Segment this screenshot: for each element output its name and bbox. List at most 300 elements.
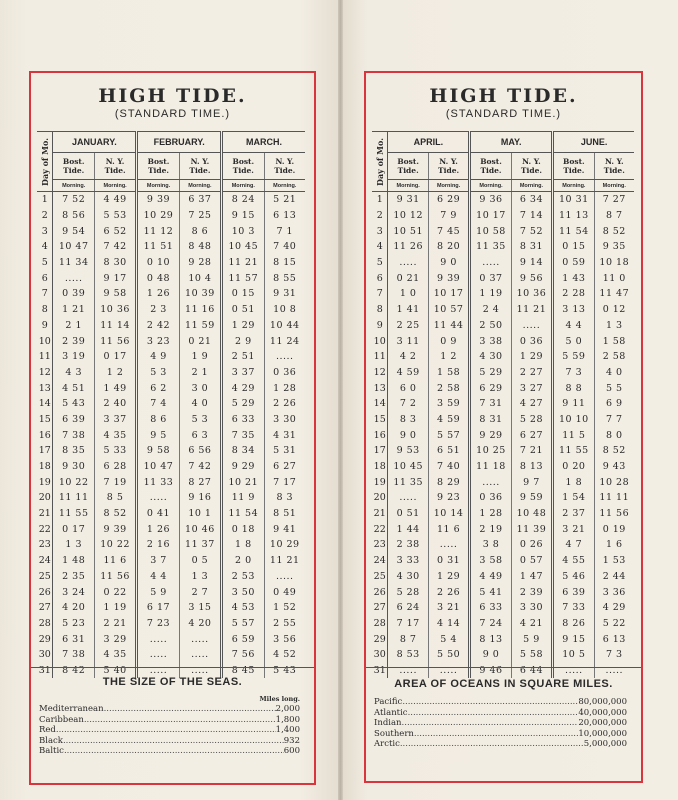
list-item	[39, 704, 300, 715]
bost-tide-cell: 9 53	[388, 443, 428, 459]
table-row	[372, 506, 634, 522]
bost-tide-cell: .....	[388, 255, 428, 271]
bost-tide-cell: 8 31	[470, 412, 511, 428]
bost-tide-cell: 0 48	[137, 270, 179, 286]
table-row	[37, 380, 305, 396]
table-row	[37, 553, 305, 569]
bost-tide-cell: 3 23	[137, 333, 179, 349]
bost-tide-cell: 2 37	[553, 506, 594, 522]
ny-tide-cell: 4 59	[428, 412, 469, 428]
ny-tide-cell: 8 7	[605, 210, 623, 222]
morning-label: Morning.	[264, 180, 305, 192]
bost-tide-header: Bost. Tide.	[137, 153, 179, 180]
ny-tide-cell: 9 35	[602, 241, 626, 253]
ny-tide-cell: 9 0	[428, 255, 469, 271]
bost-tide-cell: 0 51	[388, 506, 428, 522]
day-number: 26	[37, 584, 53, 600]
day-number: 2	[372, 208, 388, 224]
ny-tide-cell: 0 36	[511, 333, 552, 349]
bost-tide-cell: 8 56	[53, 208, 94, 224]
bost-tide-cell: 8 24	[222, 192, 264, 208]
bost-tide-cell: 4 4	[553, 318, 594, 334]
ny-tide-cell: 10 46	[179, 521, 221, 537]
ny-tide-cell: 9 39	[94, 521, 136, 537]
ny-tide-cell: 9 31	[273, 288, 297, 300]
day-number: 23	[372, 537, 388, 553]
bost-tide-cell: .....	[137, 490, 179, 506]
ny-tide-cell: 6 34	[511, 192, 552, 208]
bost-tide-header: Bost. Tide.	[470, 153, 511, 180]
bost-tide-cell: 10 45	[388, 459, 428, 475]
ny-tide-cell: 2 58	[428, 380, 469, 396]
day-number: 13	[372, 380, 388, 396]
bost-tide-cell: .....	[470, 255, 511, 271]
day-number: 27	[372, 600, 388, 616]
ny-tide-cell: 6 9	[605, 398, 623, 410]
ny-tide-cell: 9 56	[511, 270, 552, 286]
table-row	[372, 270, 634, 286]
ny-tide-cell: .....	[179, 663, 221, 679]
list-item-name: Atlantic	[374, 707, 408, 718]
ny-tide-cell: 0 17	[94, 349, 136, 365]
ny-tide-cell: 0 49	[273, 586, 297, 598]
ny-tide-cell: 10 4	[179, 270, 221, 286]
day-number: 6	[372, 270, 388, 286]
list-item	[374, 697, 627, 708]
table-bottom-rule	[31, 667, 314, 668]
right-tide-frame	[364, 71, 643, 783]
right-subtitle: (STANDARD TIME.)	[445, 108, 562, 120]
ny-tide-cell: 8 0	[605, 429, 623, 441]
ny-tide-header: N. Y. Tide.	[94, 153, 136, 180]
ny-tide-cell: 0 26	[511, 537, 552, 553]
day-number: 11	[372, 349, 388, 365]
bost-tide-cell: 11 5	[553, 427, 594, 443]
bost-tide-cell: 6 29	[470, 380, 511, 396]
bost-tide-cell: 9 54	[53, 223, 94, 239]
ny-tide-cell: 8 15	[273, 257, 297, 269]
bost-tide-cell: 10 47	[137, 459, 179, 475]
bost-tide-cell: 8 45	[222, 663, 264, 679]
table-row	[372, 302, 634, 318]
ny-tide-cell: 1 52	[273, 602, 297, 614]
day-number: 18	[372, 459, 388, 475]
bost-tide-cell: 6 0	[388, 380, 428, 396]
table-row	[372, 600, 634, 616]
table-row	[372, 584, 634, 600]
bost-tide-cell: 2 28	[553, 286, 594, 302]
month-header-june: JUNE.	[553, 132, 634, 153]
table-row	[37, 333, 305, 349]
table-row	[372, 192, 634, 208]
bost-tide-cell: 0 41	[137, 506, 179, 522]
list-item-value: 600	[283, 746, 300, 756]
table-row	[37, 427, 305, 443]
table-row	[37, 616, 305, 632]
table-row	[372, 318, 634, 334]
ny-tide-cell: 2 44	[602, 570, 626, 582]
ny-tide-cell: 9 41	[273, 523, 297, 535]
ny-tide-cell: 3 36	[602, 586, 626, 598]
leader-dots	[104, 704, 276, 715]
bost-tide-cell: 9 58	[137, 443, 179, 459]
left-tide-frame	[29, 71, 316, 785]
list-item	[374, 718, 627, 729]
bost-tide-cell: 11 9	[222, 490, 264, 506]
day-number: 6	[37, 270, 53, 286]
bost-tide-cell: .....	[53, 270, 94, 286]
bost-tide-cell: 2 51	[222, 349, 264, 365]
ny-tide-cell: 8 27	[179, 474, 221, 490]
day-number: 8	[37, 302, 53, 318]
bost-tide-cell: 6 33	[222, 412, 264, 428]
day-number: 31	[372, 663, 388, 679]
ny-tide-cell: .....	[428, 537, 469, 553]
list-item-value: 10,000,000	[578, 728, 627, 739]
bost-tide-cell: 3 11	[388, 333, 428, 349]
day-number: 5	[372, 255, 388, 271]
bost-tide-cell: 10 51	[388, 223, 428, 239]
day-number: 28	[37, 616, 53, 632]
list-item-value: 80,000,000	[578, 697, 627, 707]
bost-tide-cell: 9 0	[388, 427, 428, 443]
ny-tide-cell: 1 9	[179, 349, 221, 365]
bost-tide-cell: 0 36	[470, 490, 511, 506]
ny-tide-cell: 11 59	[179, 318, 221, 334]
ny-tide-cell: 9 16	[179, 490, 221, 506]
list-item-name: Black	[39, 735, 63, 746]
ny-tide-cell: 11 6	[428, 521, 469, 537]
ny-tide-cell: 6 27	[273, 461, 297, 473]
bost-tide-cell: 8 6	[137, 412, 179, 428]
ny-tide-cell: 10 14	[428, 506, 469, 522]
table-row	[372, 537, 634, 553]
table-row	[37, 255, 305, 271]
ny-tide-cell: 3 27	[511, 380, 552, 396]
ny-tide-cell: 10 28	[599, 476, 630, 488]
table-row	[37, 396, 305, 412]
bost-tide-cell: 4 49	[470, 569, 511, 585]
ny-tide-cell: 8 31	[511, 239, 552, 255]
ny-tide-cell: 7 19	[94, 474, 136, 490]
ny-tide-cell: 7 1	[276, 225, 294, 237]
day-number: 22	[37, 521, 53, 537]
table-row	[372, 631, 634, 647]
ny-tide-cell: 10 1	[179, 506, 221, 522]
table-row	[37, 412, 305, 428]
bost-tide-cell: 2 4	[470, 302, 511, 318]
ny-tide-cell: 6 29	[428, 192, 469, 208]
day-number: 26	[372, 584, 388, 600]
bost-tide-cell: 4 55	[553, 553, 594, 569]
bost-tide-cell: 7 38	[53, 427, 94, 443]
bost-tide-cell: 0 15	[553, 239, 594, 255]
ny-tide-cell: 2 58	[602, 351, 626, 363]
month-header-may: MAY.	[470, 132, 553, 153]
ny-tide-cell: 2 7	[179, 584, 221, 600]
ny-tide-cell: 11 47	[599, 288, 630, 300]
bost-tide-cell: 11 34	[53, 255, 94, 271]
bost-tide-cell: 5 3	[137, 365, 179, 381]
ny-tide-cell: 11 21	[511, 302, 552, 318]
ny-tide-cell: 10 17	[428, 286, 469, 302]
bost-tide-cell: 2 9	[222, 333, 264, 349]
morning-label: Morning.	[511, 180, 552, 192]
bost-tide-cell: 3 19	[53, 349, 94, 365]
ny-tide-header: N. Y. Tide.	[264, 153, 305, 180]
ny-tide-cell: 10 48	[511, 506, 552, 522]
morning-label: Morning.	[179, 180, 221, 192]
ny-tide-cell: 4 0	[605, 366, 623, 378]
bost-tide-cell: 5 59	[553, 349, 594, 365]
table-row	[37, 270, 305, 286]
morning-label: Morning.	[222, 180, 264, 192]
ny-tide-cell: 1 3	[179, 569, 221, 585]
ny-tide-cell: .....	[275, 570, 294, 582]
ny-tide-cell: 11 56	[599, 508, 630, 520]
ny-tide-cell: 2 21	[94, 616, 136, 632]
bost-tide-cell: 2 50	[470, 318, 511, 334]
bost-tide-cell: 5 29	[222, 396, 264, 412]
morning-label: Morning.	[137, 180, 179, 192]
ny-tide-cell: 4 52	[273, 649, 297, 661]
ny-tide-cell: 8 6	[179, 223, 221, 239]
bost-tide-cell: 6 2	[137, 380, 179, 396]
bost-tide-cell: 9 15	[222, 208, 264, 224]
ny-tide-cell: 6 28	[94, 459, 136, 475]
ny-tide-cell: 3 29	[94, 631, 136, 647]
morning-label: Morning.	[388, 180, 428, 192]
day-number: 12	[372, 365, 388, 381]
ny-tide-cell: 2 26	[428, 584, 469, 600]
bost-tide-cell: 9 29	[222, 459, 264, 475]
table-row	[37, 631, 305, 647]
bost-tide-cell: 5 28	[388, 584, 428, 600]
ny-tide-cell: 3 59	[428, 396, 469, 412]
bost-tide-cell: 2 39	[53, 333, 94, 349]
table-row	[372, 333, 634, 349]
ny-tide-cell: 11 56	[94, 569, 136, 585]
bost-tide-header: Bost. Tide.	[222, 153, 264, 180]
bost-tide-cell: 11 35	[470, 239, 511, 255]
miles-unit-label: Miles long.	[259, 695, 300, 703]
ny-tide-cell: 7 7	[605, 413, 623, 425]
day-number: 9	[372, 318, 388, 334]
list-item-name: Red	[39, 725, 56, 735]
bost-tide-cell: 11 18	[470, 459, 511, 475]
table-row	[37, 349, 305, 365]
bost-tide-cell: 11 51	[137, 239, 179, 255]
list-item	[374, 739, 627, 750]
list-item-value: 1,800	[275, 714, 300, 725]
day-number: 7	[37, 286, 53, 302]
table-row	[37, 647, 305, 663]
ny-tide-cell: 8 55	[273, 272, 297, 284]
ny-tide-cell: 9 17	[94, 270, 136, 286]
bost-tide-cell: 3 37	[222, 365, 264, 381]
bost-tide-cell: 0 21	[388, 270, 428, 286]
right-tide-table	[372, 131, 634, 678]
bost-tide-cell: 8 34	[222, 443, 264, 459]
morning-label: Morning.	[428, 180, 469, 192]
bost-tide-cell: 11 54	[553, 223, 594, 239]
leader-dots	[84, 715, 276, 726]
ny-tide-cell: 11 21	[269, 555, 300, 567]
ny-tide-cell: 5 9	[511, 631, 552, 647]
table-row	[372, 521, 634, 537]
bost-tide-cell: 7 2	[388, 396, 428, 412]
bost-tide-cell: 7 56	[222, 647, 264, 663]
bost-tide-cell: 7 23	[137, 616, 179, 632]
bost-tide-cell: 5 46	[553, 569, 594, 585]
leader-dots	[400, 739, 584, 750]
ny-tide-cell: 2 39	[511, 584, 552, 600]
ny-tide-cell: 10 39	[179, 286, 221, 302]
bost-tide-cell: .....	[553, 663, 594, 679]
ny-tide-cell: 8 20	[428, 239, 469, 255]
bost-tide-cell: 10 5	[553, 647, 594, 663]
ny-tide-cell: 7 27	[602, 194, 626, 206]
bost-tide-cell: 9 11	[553, 396, 594, 412]
bost-tide-cell: 0 10	[137, 255, 179, 271]
table-row	[372, 396, 634, 412]
morning-label: Morning.	[53, 180, 94, 192]
bost-tide-header: Bost. Tide.	[388, 153, 428, 180]
ny-tide-cell: 4 20	[179, 616, 221, 632]
table-row	[37, 286, 305, 302]
morning-label: Morning.	[594, 180, 634, 192]
leader-dots	[64, 746, 284, 757]
bost-tide-cell: 1 3	[53, 537, 94, 553]
ny-tide-cell: 9 14	[511, 255, 552, 271]
bost-tide-cell: 0 20	[553, 459, 594, 475]
bost-tide-cell: 11 35	[388, 474, 428, 490]
day-number: 5	[37, 255, 53, 271]
ny-tide-cell: 1 2	[428, 349, 469, 365]
day-number: 31	[37, 663, 53, 679]
ny-tide-header: N. Y. Tide.	[179, 153, 221, 180]
bost-tide-cell: 5 9	[137, 584, 179, 600]
ny-tide-cell: 5 53	[94, 208, 136, 224]
day-number: 10	[372, 333, 388, 349]
ny-tide-cell: 5 31	[273, 445, 297, 457]
bost-tide-cell: 6 33	[470, 600, 511, 616]
bost-tide-cell: 4 20	[53, 600, 94, 616]
day-number: 29	[372, 631, 388, 647]
bost-tide-cell: 10 45	[222, 239, 264, 255]
leader-dots	[414, 729, 578, 740]
ny-tide-cell: 6 44	[511, 663, 552, 679]
ny-tide-cell: 3 0	[179, 380, 221, 396]
ny-tide-cell: 3 37	[94, 412, 136, 428]
table-row	[372, 474, 634, 490]
list-item-name: Caribbean	[39, 714, 84, 725]
day-number: 30	[372, 647, 388, 663]
ny-tide-cell: 5 33	[94, 443, 136, 459]
ny-tide-cell: 7 42	[94, 239, 136, 255]
day-number: 25	[37, 569, 53, 585]
bost-tide-cell: 2 53	[222, 569, 264, 585]
bost-tide-cell: 2 0	[222, 553, 264, 569]
table-row	[372, 239, 634, 255]
ny-tide-cell: 4 31	[273, 429, 297, 441]
bost-tide-cell: 11 11	[53, 490, 94, 506]
month-header-january: JANUARY.	[53, 132, 137, 153]
ny-tide-cell: 2 40	[94, 396, 136, 412]
ny-tide-cell: 8 30	[94, 255, 136, 271]
table-row	[372, 286, 634, 302]
list-item-value: 932	[283, 735, 300, 746]
leader-dots	[63, 736, 284, 747]
bost-tide-cell: .....	[137, 631, 179, 647]
list-item-name: Mediterranean	[39, 704, 104, 714]
bost-tide-cell: 0 39	[53, 286, 94, 302]
bost-tide-header: Bost. Tide.	[53, 153, 94, 180]
table-row	[372, 647, 634, 663]
ny-tide-cell: 7 3	[605, 649, 623, 661]
ny-tide-cell: 3 21	[428, 600, 469, 616]
bost-tide-cell: 10 3	[222, 223, 264, 239]
ny-tide-cell: 1 3	[605, 319, 623, 331]
bost-tide-cell: 5 43	[53, 396, 94, 412]
table-row	[372, 223, 634, 239]
ny-tide-cell: 2 1	[179, 365, 221, 381]
bost-tide-cell: 1 48	[53, 553, 94, 569]
ny-tide-cell: 4 27	[511, 396, 552, 412]
table-row	[372, 569, 634, 585]
ny-tide-cell: 0 31	[428, 553, 469, 569]
ny-tide-cell: 9 59	[511, 490, 552, 506]
day-number: 22	[372, 521, 388, 537]
ny-tide-cell: 9 39	[428, 270, 469, 286]
bost-tide-cell: 4 9	[137, 349, 179, 365]
day-number: 9	[37, 318, 53, 334]
ny-tide-cell: 2 55	[273, 617, 297, 629]
table-row	[372, 208, 634, 224]
bost-tide-cell: 2 1	[53, 318, 94, 334]
bost-tide-cell: 0 37	[470, 270, 511, 286]
list-item-name: Pacific	[374, 697, 403, 707]
list-item	[39, 725, 300, 736]
bost-tide-cell: 4 29	[222, 380, 264, 396]
morning-label: Morning.	[553, 180, 594, 192]
ny-tide-cell: 4 29	[602, 602, 626, 614]
ny-tide-cell: 10 18	[599, 257, 630, 269]
ny-tide-cell: 1 2	[94, 365, 136, 381]
bost-tide-cell: 11 57	[222, 270, 264, 286]
bost-tide-cell: 1 26	[137, 521, 179, 537]
bost-tide-cell: 9 29	[470, 427, 511, 443]
right-title: HIGH TIDE.	[429, 85, 578, 107]
bost-tide-cell: 6 17	[137, 600, 179, 616]
day-number: 19	[372, 474, 388, 490]
ny-tide-cell: 6 13	[273, 210, 297, 222]
ny-tide-cell: 11 37	[179, 537, 221, 553]
bost-tide-cell: 8 26	[553, 616, 594, 632]
bost-tide-cell: 3 7	[137, 553, 179, 569]
bost-tide-cell: 1 8	[222, 537, 264, 553]
leader-dots	[402, 697, 578, 708]
ny-tide-cell: 11 0	[602, 272, 626, 284]
ny-tide-cell: 10 36	[94, 302, 136, 318]
table-row	[37, 239, 305, 255]
bost-tide-cell: 6 31	[53, 631, 94, 647]
bost-tide-cell: 0 59	[553, 255, 594, 271]
ny-tide-cell: .....	[275, 351, 294, 363]
ny-tide-cell: 10 22	[94, 537, 136, 553]
bost-tide-cell: 7 38	[53, 647, 94, 663]
bost-tide-cell: 11 55	[553, 443, 594, 459]
